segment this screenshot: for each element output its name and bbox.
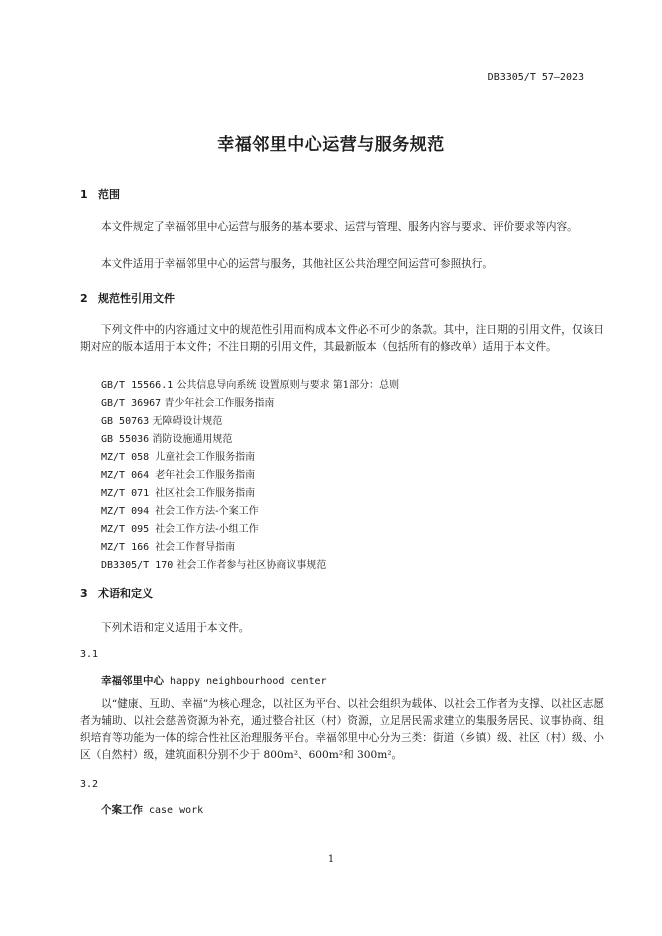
reference-title: 社会工作方法-小组工作 — [155, 524, 259, 535]
reference-code: GB 55036 — [101, 434, 150, 445]
reference-code: DB3305/T 170 — [101, 560, 174, 571]
reference-title: 青少年社会工作服务指南 — [164, 398, 275, 409]
paragraph: 本文件适用于幸福邻里中心的运营与服务，其他社区公共治理空间运营可参照执行。 — [101, 258, 493, 270]
paragraph: 下列文件中的内容通过文中的规范性引用而构成本文件必不可少的条款。其中，注日期的引用文件，仅该日期对应的版本适用于本文件；不注日期的引用文件，其最新版本（包括所有的修改单）适用于本文件。 — [80, 324, 604, 353]
page-title: 幸福邻里中心运营与服务规范 — [217, 135, 445, 155]
term-definition: 以“健康、互助、幸福”为核心理念，以社区为平台、以社会组织为载体、以社会工作者为支撑、以社区志愿者为辅助、以社会慈善资源为补充，通过整合社区（村）资源，立足居民需求建立的集服务居民、议事协商、组织培育等功能为一体的综合性社区治理服务平台。幸福邻里中心分为三类：街道（乡镇）级、社区（村）级、小区（自然村）级，建筑面积分别不少于 800m²、600m²和 300m²。 — [80, 698, 604, 761]
reference-title: 儿童社会工作服务指南 — [155, 452, 256, 463]
reference-title: 社会工作督导指南 — [155, 542, 236, 553]
term-heading — [101, 802, 203, 817]
reference-item — [101, 538, 235, 553]
paragraph: 下列术语和定义适用于本文件。 — [101, 622, 250, 634]
term-number: 3.2 — [80, 779, 99, 790]
reference-item — [101, 430, 232, 445]
term-english: case work — [149, 805, 204, 816]
reference-item — [101, 448, 255, 463]
term-english: happy neighbourhood center — [170, 676, 327, 687]
paragraph: 本文件规定了幸福邻里中心运营与服务的基本要求、运营与管理、服务内容与要求、评价要求等内容。 — [101, 221, 578, 233]
term-name: 个案工作 — [101, 804, 143, 816]
reference-code: MZ/T 095 — [101, 524, 156, 535]
reference-item — [101, 394, 274, 409]
reference-code: MZ/T 071 — [101, 488, 156, 499]
reference-item — [101, 502, 259, 517]
reference-code: MZ/T 094 — [101, 506, 156, 517]
reference-code: MZ/T 058 — [101, 452, 156, 463]
reference-title: 社区社会工作服务指南 — [155, 488, 256, 499]
reference-item — [101, 520, 259, 535]
term-name: 幸福邻里中心 — [101, 675, 164, 687]
section-heading-scope — [80, 186, 120, 202]
reference-title: 消防设施通用规范 — [152, 434, 233, 445]
reference-title: 无障碍设计规范 — [152, 416, 223, 427]
section-title: 术语和定义 — [98, 587, 153, 600]
term-number: 3.1 — [80, 649, 99, 660]
reference-title: 社会工作者参与社区协商议事规范 — [176, 560, 327, 571]
section-title: 规范性引用文件 — [98, 292, 175, 305]
reference-code: GB/T 36967 — [101, 398, 162, 409]
document-code: DB3305/T 57—2023 — [487, 72, 584, 83]
section-heading-normative-references — [80, 290, 175, 306]
section-heading-terms-and-definitions — [80, 585, 153, 601]
reference-item — [101, 484, 255, 499]
reference-title: 社会工作方法-个案工作 — [155, 506, 259, 517]
page-number: 1 — [327, 854, 335, 865]
reference-code: GB/T 15566.1 — [101, 380, 174, 391]
section-number: 3 — [80, 587, 88, 600]
section-number: 1 — [80, 188, 88, 201]
reference-code: GB 50763 — [101, 416, 150, 427]
reference-code: MZ/T 064 — [101, 470, 156, 481]
reference-item — [101, 412, 222, 427]
reference-code: MZ/T 166 — [101, 542, 156, 553]
reference-item — [101, 466, 255, 481]
reference-item — [101, 556, 326, 571]
reference-title: 公共信息导向系统 设置原则与要求 第1部分：总则 — [176, 380, 400, 391]
term-heading — [101, 673, 327, 688]
reference-title: 老年社会工作服务指南 — [155, 470, 256, 481]
reference-item — [101, 376, 399, 391]
section-title: 范围 — [98, 188, 120, 201]
section-number: 2 — [80, 292, 88, 305]
